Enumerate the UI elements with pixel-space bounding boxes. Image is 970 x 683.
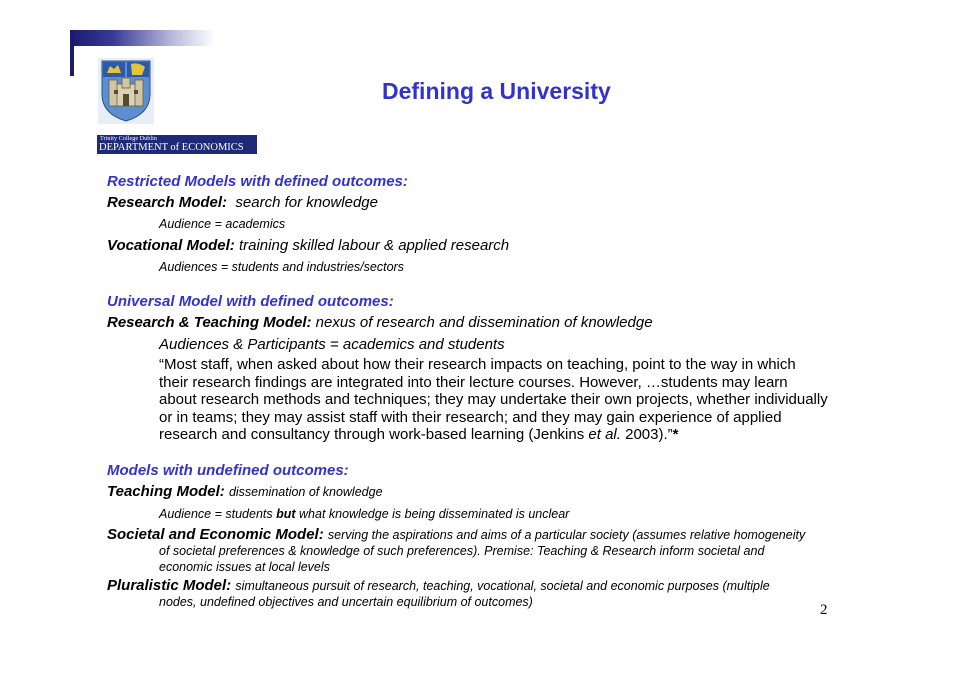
undefined-heading: Models with undefined outcomes:	[107, 462, 349, 479]
page-title: Defining a University	[382, 78, 611, 104]
research-teaching-text: nexus of research and dissemination of knowledge	[315, 314, 653, 331]
research-model-line	[107, 194, 378, 211]
quote-et-al: et al.	[588, 426, 621, 444]
restricted-heading: Restricted Models with defined outcomes:	[107, 173, 408, 190]
societal-model-line	[107, 526, 805, 543]
department-logo	[97, 135, 257, 154]
teaching-audience-but: but	[276, 507, 296, 521]
quote-line: their research findings are integrated into their lecture courses. However, …students may learn	[159, 373, 788, 391]
pluralistic-model-text: simultaneous pursuit of research, teaching, vocational, societal and economic purposes (multiple	[235, 579, 770, 593]
page-number: 2	[820, 602, 828, 618]
vocational-model-text: training skilled labour & applied research	[238, 237, 510, 254]
pluralistic-continuation	[159, 594, 533, 610]
pluralistic-model-label: Pluralistic Model:	[107, 577, 232, 594]
trinity-crest-icon	[98, 58, 154, 124]
quote-line: about research methods and techniques; they may undertake their own projects, whether individually	[159, 391, 828, 409]
societal-cont-line: of societal preferences & knowledge of such preferences). Premise: Teaching & Research inform societal and	[159, 544, 765, 558]
vocational-model-label: Vocational Model:	[107, 237, 235, 254]
vocational-model-line	[107, 237, 509, 254]
research-teaching-line	[107, 314, 653, 331]
societal-model-label: Societal and Economic Model:	[107, 526, 324, 543]
pluralistic-cont-line: nodes, undefined objectives and uncertain equilibrium of outcomes)	[159, 595, 533, 609]
quote-footnote-mark: *	[672, 426, 679, 444]
universal-audience: Audiences & Participants = academics and students	[159, 336, 505, 353]
quote-line-last	[159, 426, 899, 444]
teaching-audience	[159, 507, 569, 521]
quote-line: “Most staff, when asked about how their research impacts on teaching, point to the way in which	[159, 356, 796, 373]
societal-cont-line: economic issues at local levels	[159, 560, 330, 574]
logo-caption-top: Trinity College Dublin	[100, 136, 157, 142]
research-teaching-label: Research & Teaching Model:	[107, 314, 312, 331]
teaching-model-text: dissemination of knowledge	[228, 485, 383, 499]
research-model-label: Research Model:	[107, 194, 228, 211]
teaching-audience-pre: Audience = students	[159, 507, 277, 521]
header-vertical-rule	[70, 30, 74, 76]
quote-last-pre: research and consultancy through work-based learning (Jenkins	[159, 426, 589, 444]
quote-last-post: 2003).”	[620, 426, 673, 444]
teaching-model-label: Teaching Model:	[107, 483, 225, 500]
societal-model-text: serving the aspirations and aims of a particular society (assumes relative homogeneity	[327, 528, 806, 542]
logo-caption-main: DEPARTMENT of ECONOMICS	[99, 142, 244, 153]
teaching-audience-post: what knowledge is being disseminated is unclear	[295, 507, 570, 521]
quote-line: or in teams; they may assist staff with their research; and they may gain experience of applied	[159, 408, 782, 426]
research-audience: Audience = academics	[159, 217, 286, 231]
research-model-text: search for knowledge	[235, 194, 378, 211]
universal-heading: Universal Model with defined outcomes:	[107, 293, 394, 310]
teaching-model-line	[107, 483, 383, 500]
header-gradient-bar	[70, 30, 215, 46]
pluralistic-model-line	[107, 577, 770, 594]
jenkins-quote	[159, 356, 899, 444]
societal-continuation	[159, 543, 764, 575]
vocational-audience: Audiences = students and industries/sectors	[159, 260, 404, 274]
